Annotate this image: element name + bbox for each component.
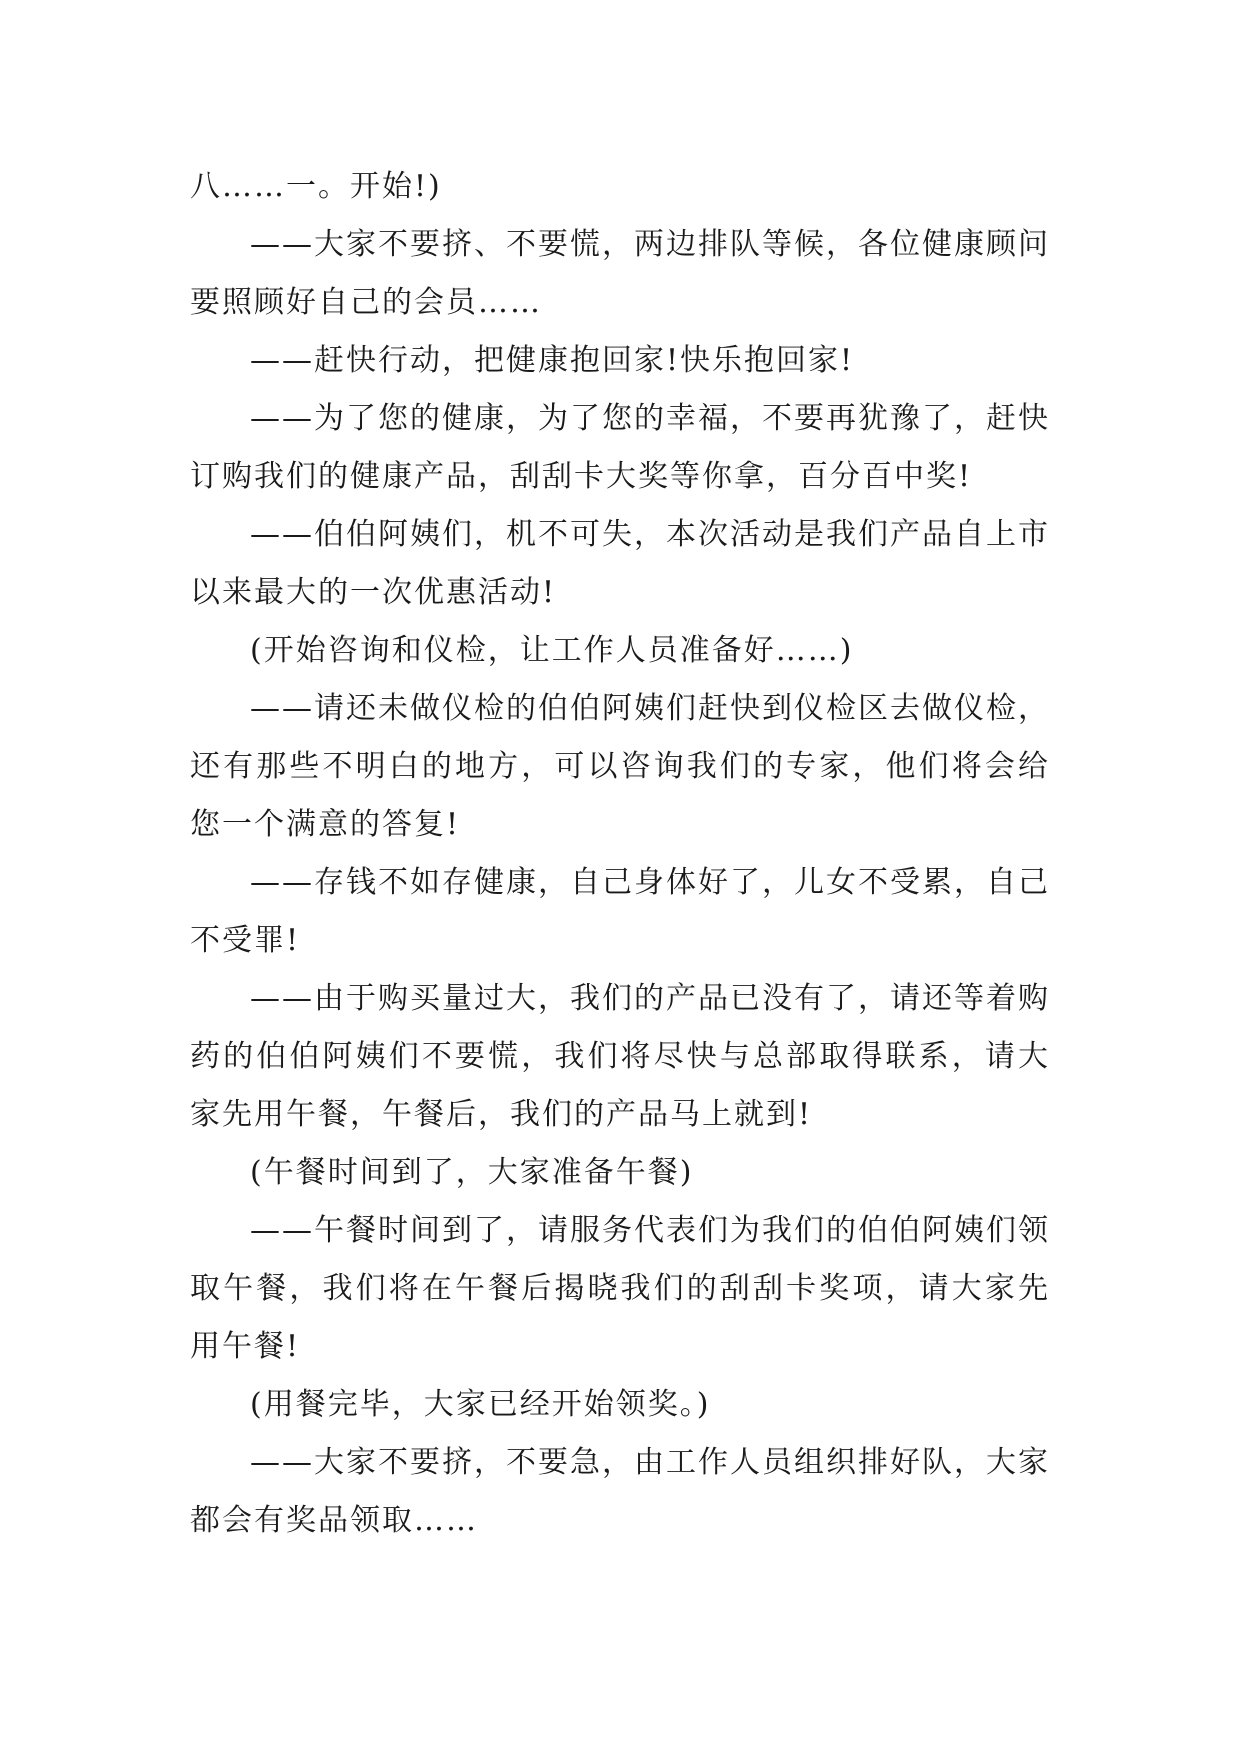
paragraph-2: ——大家不要挤、不要慌，两边排队等候，各位健康顾问要照顾好自己的会员…… <box>190 227 1050 320</box>
paragraph-3: ——赶快行动，把健康抱回家!快乐抱回家! <box>250 343 855 378</box>
paragraph-8: ——存钱不如存健康，自己身体好了，儿女不受累，自己不受罪! <box>190 865 1050 958</box>
paragraph-10: (午餐时间到了，大家准备午餐) <box>250 1155 694 1190</box>
paragraph-9: ——由于购买量过大，我们的产品已没有了，请还等着购药的伯伯阿姨们不要慌，我们将尽快与总部取得联系，请大家先用午餐，午餐后，我们的产品马上就到! <box>190 981 1050 1132</box>
paragraph-11: ——午餐时间到了，请服务代表们为我们的伯伯阿姨们领取午餐，我们将在午餐后揭晓我们的刮刮卡奖项，请大家先用午餐! <box>190 1213 1050 1364</box>
paragraph-6: (开始咨询和仪检，让工作人员准备好……) <box>250 633 854 668</box>
document-body <box>190 158 1050 1550</box>
paragraph-1: 八……一。开始!) <box>190 169 442 204</box>
paragraph-7: ——请还未做仪检的伯伯阿姨们赶快到仪检区去做仪检，还有那些不明白的地方，可以咨询我们的专家，他们将会给您一个满意的答复! <box>190 691 1050 842</box>
paragraph-13: ——大家不要挤，不要急，由工作人员组织排好队，大家都会有奖品领取…… <box>190 1445 1050 1538</box>
paragraph-4: ——为了您的健康，为了您的幸福，不要再犹豫了，赶快订购我们的健康产品，刮刮卡大奖等你拿，百分百中奖! <box>190 401 1050 494</box>
paragraph-12: (用餐完毕，大家已经开始领奖。) <box>250 1387 711 1422</box>
paragraph-5: ——伯伯阿姨们，机不可失，本次活动是我们产品自上市以来最大的一次优惠活动! <box>190 517 1050 610</box>
